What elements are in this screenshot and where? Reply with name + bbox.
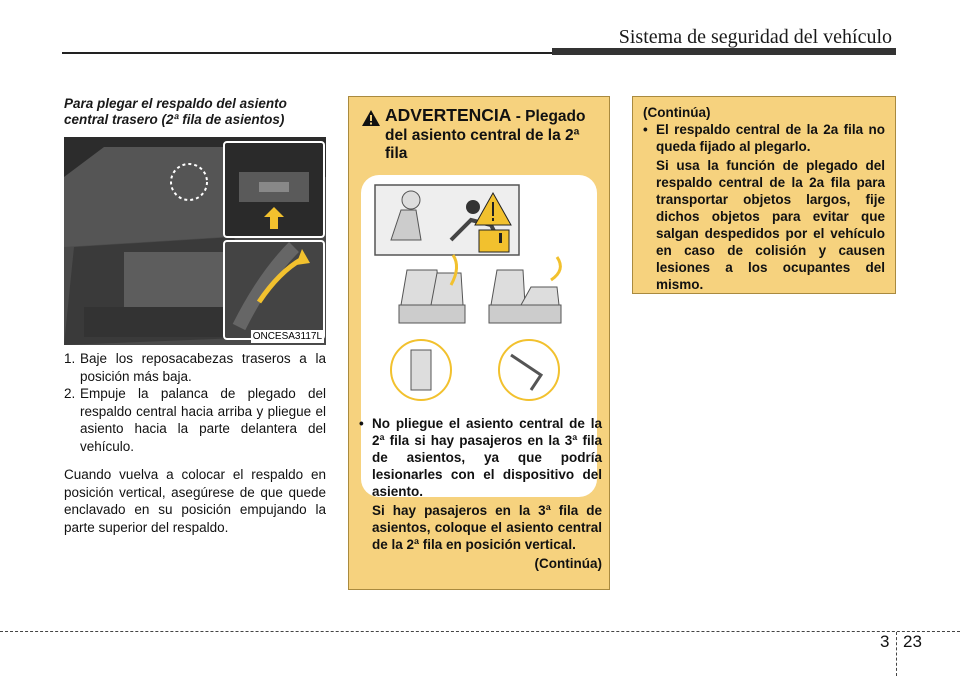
header-title: Sistema de seguridad del vehículo [618,26,892,48]
warning-box [348,96,610,590]
step-item [64,350,326,385]
continued-bullet-text: El respaldo central de la 2a fila no queda fijado al plegarlo. [656,122,885,154]
continued-bullet-continuation: Si usa la función de plegado del respaldo central de la 2a fila para transportar objetos largos, fije dichos objetos para evitar que salgan despedidos por el vehículo en caso de colisión y causen lesiones a los ocupantes del mismo. [656,158,885,292]
page-section-number: 3 [880,632,890,651]
footer-rule [0,631,960,632]
step-number: 2. [64,386,76,401]
seat-photo [64,137,326,345]
continued-box [632,96,896,294]
section-subtitle: Para plegar el respaldo del asiento central trasero (2ª fila de asientos) [64,96,287,127]
step-text: Empuje la palanca de plegado del respaldo central hacia arriba y pliegue el asiento hacia la parte delantera del vehículo. [80,386,326,454]
warning-text [359,415,602,572]
warning-bullet [359,415,602,500]
header-rule-thick [552,48,896,55]
step-text: Baje los reposacabezas traseros a la posición más baja. [80,351,326,384]
continued-heading: (Continúa) [643,105,711,120]
photo-code: ONCESA3117L [252,331,322,342]
warning-header [361,105,601,163]
seat-diagram [361,175,597,405]
bullet-dot: • [359,416,364,431]
body-paragraph: Cuando vuelva a colocar el respaldo en posición vertical, asegúrese de que quede enclavado en su posición empujando la parte superior del respaldo. [64,467,326,535]
warning-title [385,105,601,127]
page-number: 23 [903,632,922,651]
continued-bullet [643,121,885,155]
steps-list [64,350,326,455]
warning-bullet-text: No pliegue el asiento central de la 2ª fila si hay pasajeros en la 3ª fila de asientos, ya que podría lesionarles con el dispositivo del asiento. [372,416,602,499]
warning-subtitle: del asiento central de la 2ª fila [385,127,580,162]
seat-photo-illustration [64,137,326,345]
header-rule [62,52,552,54]
warning-bullet-continuation: Si hay pasajeros en la 3ª fila de asientos, coloque el asiento central de la 2ª fila en posición vertical. [372,503,602,552]
warning-title-rest: - Plegado [511,108,586,125]
step-number: 1. [64,351,76,366]
warning-label: ADVERTENCIA [385,105,512,125]
warning-triangle-icon [361,109,381,127]
warning-continued: (Continúa) [534,556,602,571]
step-item [64,385,326,455]
footer-divider [896,632,897,676]
bullet-dot: • [643,122,648,137]
